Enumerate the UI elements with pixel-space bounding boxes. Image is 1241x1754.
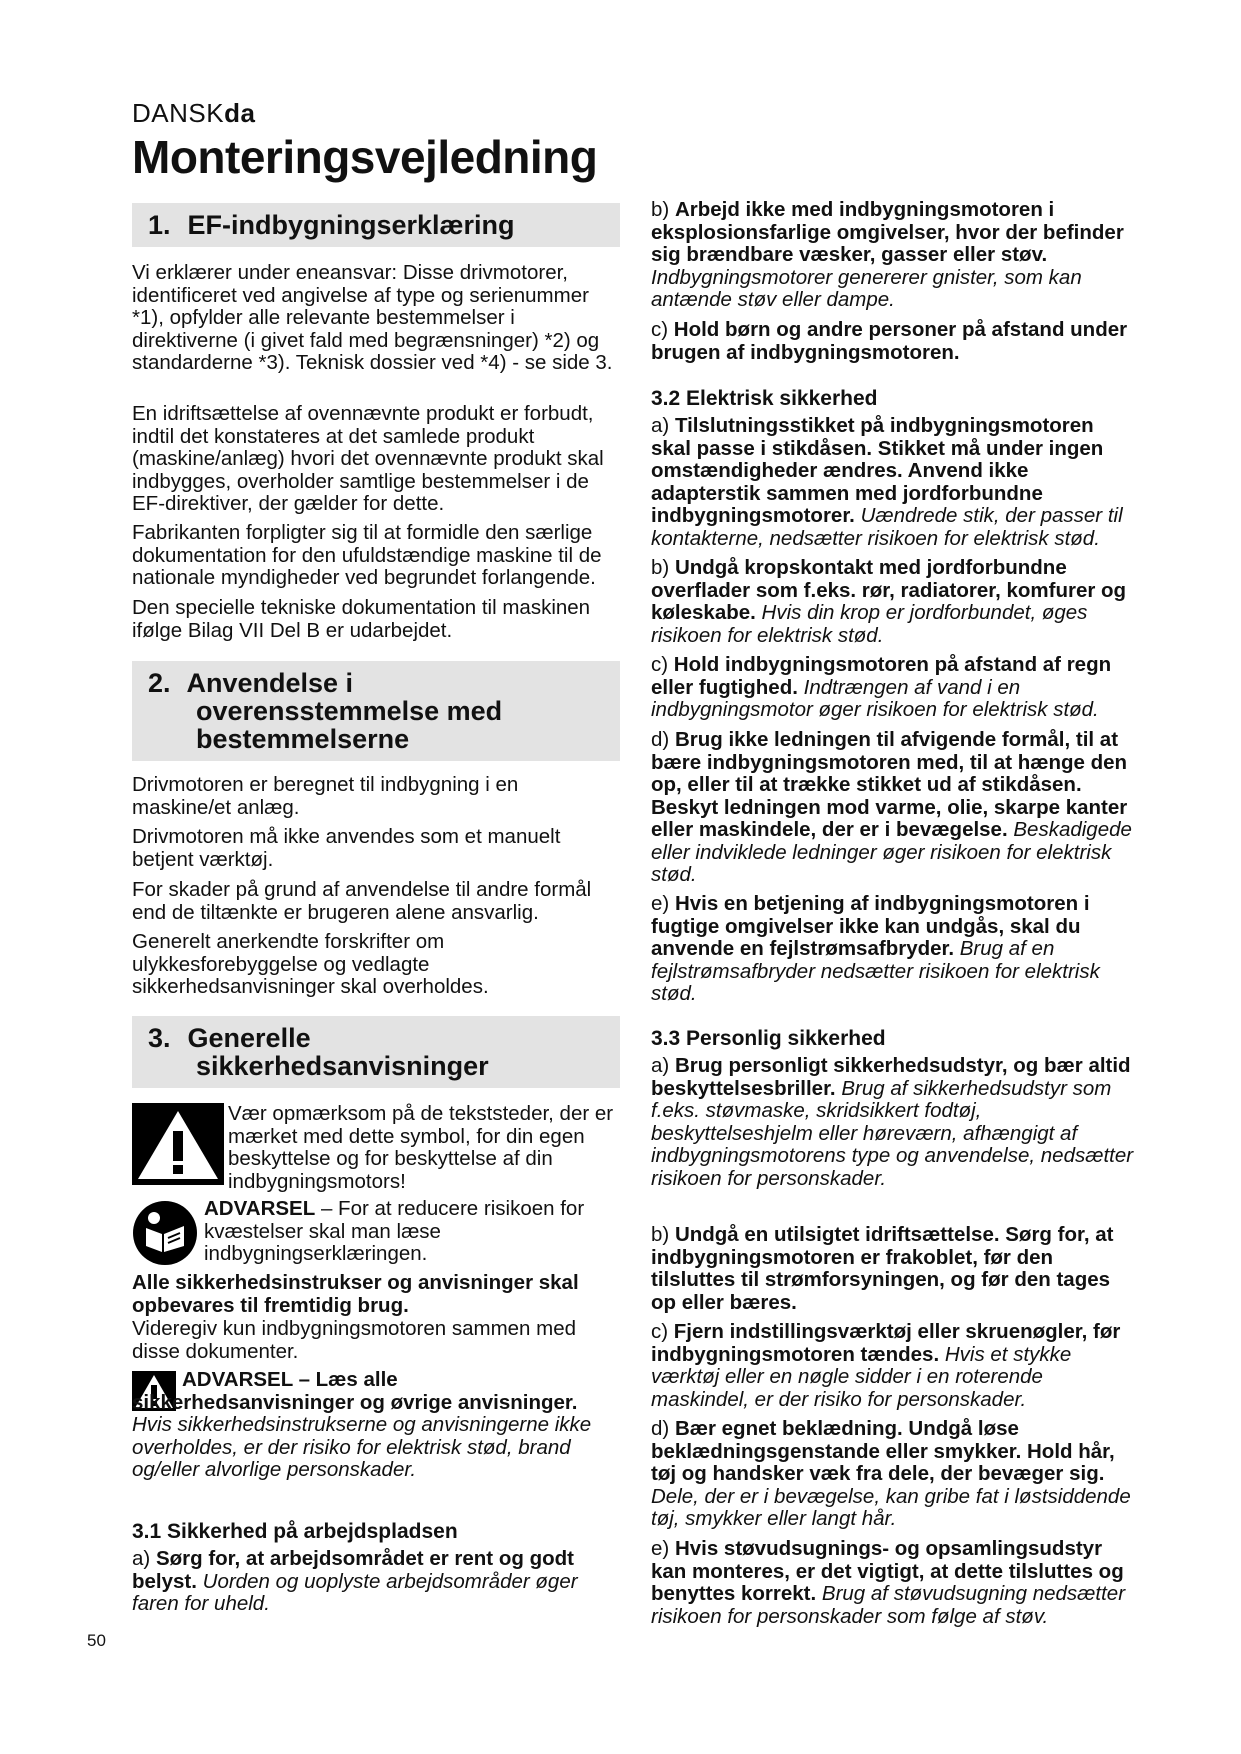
s33-item-b: [651, 1224, 1139, 1314]
s2-paragraph-4: Generelt anerkendte forskrifter om ulykkesforebyggelse og vedlagte sikkerhedsanvisninger skal overholdes.: [132, 930, 489, 998]
advarsel-read-all-bold: ADVARSEL – Læs alle sikkerhedsanvisninger og øvrige anvisninger.: [132, 1368, 578, 1414]
s33-item-e: [651, 1538, 1139, 1628]
keep-instructions-text: Alle sikkerhedsinstrukser og anvisninger skal opbevares til fremtidig brug.: [132, 1271, 579, 1317]
item-bold: Arbejd ikke med indbygningsmotoren i eksplosionsfarlige omgivelser, hvor der befinder sig brændbare væsker, gasser eller støv.: [651, 198, 1124, 266]
item-marker: a): [651, 414, 675, 437]
item-bold: Hvis støvudsugnings- og opsamlingsudstyr kan monteres, er det vigtigt, at dette tilsluttes og benyttes korrekt.: [651, 1537, 1124, 1605]
item-bold: Brug ikke ledningen til afvigende formål, til at bære indbygningsmotoren med, til at hænge den op, eller til at trække stikket ud af stikdåsen. Beskyt ledningen mod varme, olie, skarpe kanter eller maskindele, der er i bevægelse.: [651, 728, 1128, 841]
item-italic: Brug af støvudsugning nedsætter risikoen for personskader som følge af støv.: [651, 1582, 1126, 1628]
s31-item-c: [651, 319, 1139, 364]
language-label: [132, 98, 255, 129]
item-marker: b): [651, 198, 675, 221]
advarsel-read-all-italic: Hvis sikkerhedsinstrukserne og anvisningerne ikke overholdes, er der risiko for elektrisk stød, brand og/eller alvorlige personskader.: [132, 1413, 592, 1481]
item-marker: b): [651, 556, 675, 579]
s2-paragraph-3: For skader på grund af anvendelse til andre formål end de tiltænkte er brugeren alene ansvarlig.: [132, 878, 592, 924]
section-title-line-1: Generelle: [187, 1023, 311, 1053]
s32-item-e: [651, 893, 1139, 1006]
s1-paragraph-1: Vi erklærer under eneansvar: Disse drivmotorer, identificeret ved angivelse af type og serienummer *1), opfylder alle relevante bestemmelser i direktiverne (i givet fald med begrænsninger) *2) og standarderne *3). Teknisk dossier ved *4) - se side 3.: [132, 261, 613, 374]
section-1-heading: [132, 203, 620, 247]
subsection-3-2-title: 3.2 Elektrisk sikkerhed: [651, 387, 878, 410]
section-title-line-3: bestemmelserne: [196, 724, 410, 754]
item-marker: a): [651, 1054, 675, 1077]
section-title-line-1: Anvendelse i: [186, 668, 354, 698]
item-bold: Undgå kropskontakt med jordforbundne overflader som f.eks. rør, radiatorer, komfurer og køleskabe.: [651, 556, 1127, 624]
section-title: EF-indbygningserklæring: [187, 210, 515, 240]
item-italic: Dele, der er i bevægelse, kan gribe fat i løstsiddende tøj, smykker eller langt hår.: [651, 1484, 1131, 1530]
subsection-3-3-title: 3.3 Personlig sikkerhed: [651, 1027, 886, 1050]
page-number: 50: [87, 1631, 106, 1650]
s33-item-c: [651, 1321, 1139, 1411]
subsection-3-1-title: 3.1 Sikkerhed på arbejdspladsen: [132, 1520, 458, 1543]
item-marker: d): [651, 728, 675, 751]
keep-instructions: [132, 1272, 620, 1317]
item-bold: Hold indbygningsmotoren på afstand af regn eller fugtighed.: [651, 653, 1112, 699]
item-bold: Hvis en betjening af indbygningsmotoren i fugtige omgivelser ikke kan undgås, skal du anvende en fejlstrømsafbryder.: [651, 892, 1090, 960]
item-italic: Beskadigede eller indviklede ledninger øger risikoen for elektrisk stød.: [651, 818, 1132, 886]
s31-item-a: [132, 1548, 620, 1616]
advarsel-read-manual: [204, 1198, 620, 1266]
item-bold: Hold børn og andre personer på afstand under brugen af indbygningsmotoren.: [651, 318, 1128, 364]
section-title-line-2: sikkerhedsanvisninger: [196, 1051, 489, 1081]
s1-paragraph-2: En idriftsættelse af ovennævnte produkt er forbudt, indtil det konstateres at det samlede produkt (maskine/anlæg) hvori det ovennævnte produkt skal indbygges, overholder samtlige bestemmelser i de EF-direktiver, der gælder for dette.: [132, 402, 604, 515]
item-bold: Fjern indstillingsværktøj eller skruenøgler, før indbygningsmotoren tændes.: [651, 1320, 1121, 1366]
s33-item-d: [651, 1418, 1139, 1531]
s1-paragraph-4: Den specielle tekniske dokumentation til maskinen ifølge Bilag VII Del B er udarbejdet.: [132, 596, 591, 642]
item-bold: Bær egnet beklædning. Undgå løse beklædningsgenstande eller smykker. Hold hår, tøj og handsker væk fra dele, der bevæger sig.: [651, 1417, 1115, 1485]
item-marker: c): [651, 318, 674, 341]
s2-paragraph-1: Drivmotoren er beregnet til indbygning i en maskine/et anlæg.: [132, 773, 519, 819]
advarsel-label: ADVARSEL: [204, 1197, 316, 1220]
item-italic: Hvis din krop er jordforbundet, øges risikoen for elektrisk stød.: [651, 601, 1088, 647]
item-marker: e): [651, 892, 675, 915]
item-marker: e): [651, 1537, 675, 1560]
item-italic: Uændrede stik, der passer til kontakterne, nedsætter risikoen for elektrisk stød.: [651, 504, 1123, 550]
item-bold: Sørg for, at arbejdsområdet er rent og godt belyst.: [132, 1547, 574, 1593]
item-bold: Undgå en utilsigtet idriftsættelse. Sørg for, at indbygningsmotoren er frakoblet, før den tilsluttes til strømforsyningen, og før den tages op eller bæres.: [651, 1223, 1114, 1314]
item-marker: d): [651, 1417, 675, 1440]
section-number: 3.: [148, 1023, 171, 1053]
item-italic: Brug af sikkerhedsudstyr som f.eks. støvmaske, skridsikkert fodtøj, beskyttelseshjelm eller høreværn, afhængigt af indbygningsmotorens type og anvendelse, nedsætter risikoen for personskader.: [651, 1076, 1134, 1190]
advarsel-read-all: [132, 1369, 620, 1482]
item-italic: Indbygningsmotorer genererer gnister, som kan antænde støv eller dampe.: [651, 265, 1082, 311]
item-italic: Brug af en fejlstrømsafbryder nedsætter risikoen for elektrisk stød.: [651, 937, 1100, 1005]
s32-item-d: [651, 729, 1139, 887]
item-marker: c): [651, 653, 674, 676]
s32-item-a: [651, 415, 1139, 550]
item-italic: Uorden og uoplyste arbejdsområder øger faren for uheld.: [132, 1569, 578, 1615]
s31-item-b: [651, 199, 1139, 312]
pass-on-documents: Videregiv kun indbygningsmotoren sammen med disse dokumenter.: [132, 1317, 577, 1363]
section-2-heading: [132, 661, 620, 761]
item-marker: a): [132, 1547, 156, 1570]
s2-paragraph-2: Drivmotoren må ikke anvendes som et manuelt betjent værktøj.: [132, 825, 561, 871]
item-italic: Indtrængen af vand i en indbygningsmotor øger risikoen for elektrisk stød.: [651, 675, 1099, 721]
section-3-heading: [132, 1016, 620, 1088]
warning-symbol-note: Vær opmærksom på de tekststeder, der er mærket med dette symbol, for din egen beskyttelse og for beskyttelse af din indbygningsmotors!: [228, 1102, 614, 1193]
page-title: Monteringsvejledning: [132, 131, 598, 183]
s33-item-a: [651, 1055, 1139, 1190]
section-title-line-2: overensstemmelse med: [196, 696, 503, 726]
advarsel-text: – For at reducere risikoen for kvæstelser skal man læse indbygningserklæringen.: [204, 1197, 585, 1265]
read-manual-icon: [132, 1200, 198, 1266]
warning-triangle-icon: [132, 1103, 224, 1185]
item-bold: Brug personligt sikkerhedsudstyr, og bær altid beskyttelsesbriller.: [651, 1054, 1131, 1100]
language-code: da: [224, 98, 256, 128]
s1-paragraph-3: Fabrikanten forpligter sig til at formidle den særlige dokumentation for den ufuldstændige maskine til de nationale myndigheder ved begrundet forlangende.: [132, 521, 602, 589]
s32-item-c: [651, 654, 1139, 722]
section-number: 1.: [148, 210, 171, 240]
item-marker: b): [651, 1223, 675, 1246]
item-marker: c): [651, 1320, 674, 1343]
section-number: 2.: [148, 668, 171, 698]
item-italic: Hvis et stykke værktøj eller en nøgle sidder i en roterende maskindel, er der risiko for personskader.: [651, 1342, 1072, 1411]
s32-item-b: [651, 557, 1139, 647]
language-name: DANSK: [132, 98, 225, 128]
item-bold: Tilslutningsstikket på indbygningsmotoren skal passe i stikdåsen. Stikket må under ingen omstændigheder ændres. Anvend ikke adapterstik sammen med jordforbundne indbygningsmotorer.: [651, 414, 1104, 527]
